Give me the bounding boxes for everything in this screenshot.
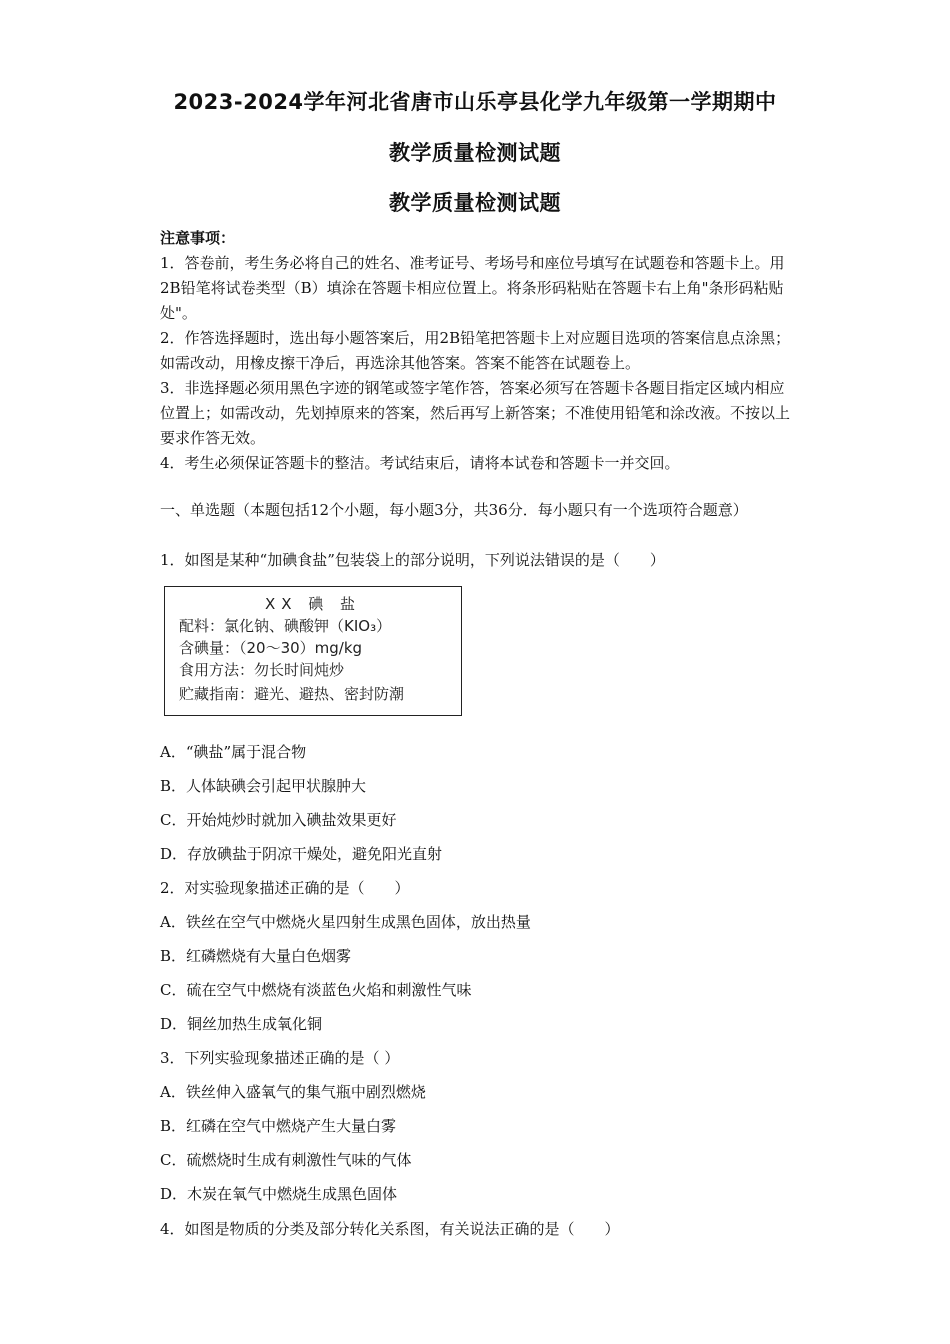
notice-item-4: 4．考生必须保证答题卡的整洁。考试结束后，请将本试卷和答题卡一并交回。 [160,454,680,472]
salt-label-title: XX 碘 盐 [264,595,362,613]
question-2-stem: 2．对实验现象描述正确的是（ ） [160,879,410,897]
notice-item-3: 3．非选择题必须用黑色字迹的钢笔或签字笔作答，答案必须写在答题卡各题目指定区域内相应位置上；如需改动，先划掉原来的答案，然后再写上新答案；不准使用铅笔和涂改液。不按以上要求作答无效。 [160,379,791,447]
q1-option-a: A．“碘盐”属于混合物 [160,743,307,761]
notice-item-1: 1．答卷前，考生务必将自己的姓名、准考证号、考场号和座位号填写在试题卷和答题卡上。用2B铅笔将试卷类型（B）填涂在答题卡相应位置上。将条形码粘贴在答题卡右上角"条形码粘贴处"。 [160,254,785,322]
q2-option-a: A．铁丝在空气中燃烧火星四射生成黑色固体，放出热量 [160,913,531,931]
q3-option-a: A．铁丝伸入盛氧气的集气瓶中剧烈燃烧 [160,1083,426,1101]
q2-option-c: C．硫在空气中燃烧有淡蓝色火焰和刺激性气味 [160,981,472,999]
q2-option-d: D．铜丝加热生成氧化铜 [160,1015,323,1033]
q1-option-c: C．开始炖炒时就加入碘盐效果更好 [160,811,397,829]
exam-title-line3: 教学质量检测试题 [389,191,561,215]
notice-item-2: 2．作答选择题时，选出每小题答案后，用2B铅笔把答题卡上对应题目选项的答案信息点涂黑；如需改动，用橡皮擦干净后，再选涂其他答案。答案不能答在试题卷上。 [160,329,791,372]
salt-label-storage: 贮藏指南：避光、避热、密封防潮 [179,685,405,703]
q3-option-b: B．红磷在空气中燃烧产生大量白雾 [160,1117,397,1135]
q3-option-c: C．硫燃烧时生成有刺激性气味的气体 [160,1151,412,1169]
q1-option-b: B．人体缺碘会引起甲状腺肿大 [160,777,367,795]
notice-block [160,226,796,476]
exam-title-line1: 2023-2024学年河北省唐市山乐亭县化学九年级第一学期期中 [173,90,777,114]
question-4-stem: 4．如图是物质的分类及部分转化关系图，有关说法正确的是（ ） [160,1220,620,1238]
salt-label-figure [164,586,462,716]
salt-label-iodine: 含碘量：（20～30）mg/kg [179,639,363,657]
q2-option-b: B．红磷燃烧有大量白色烟雾 [160,947,352,965]
q3-option-d: D．木炭在氧气中燃烧生成黑色固体 [160,1185,398,1203]
exam-title-line2: 教学质量检测试题 [389,141,561,165]
salt-label-usage: 食用方法：勿长时间炖炒 [179,661,345,679]
section-heading: 一、单选题（本题包括12个小题，每小题3分，共36分．每小题只有一个选项符合题意） [160,501,748,519]
question-3-stem: 3．下列实验现象描述正确的是（ ） [160,1049,400,1067]
q1-option-d: D．存放碘盐于阴凉干燥处，避免阳光直射 [160,845,443,863]
salt-label-ingredients: 配料：氯化钠、碘酸钾（KIO₃） [179,617,392,635]
notice-heading: 注意事项： [160,229,236,247]
question-1-stem: 1．如图是某种“加碘食盐”包装袋上的部分说明，下列说法错误的是（ ） [160,551,665,569]
